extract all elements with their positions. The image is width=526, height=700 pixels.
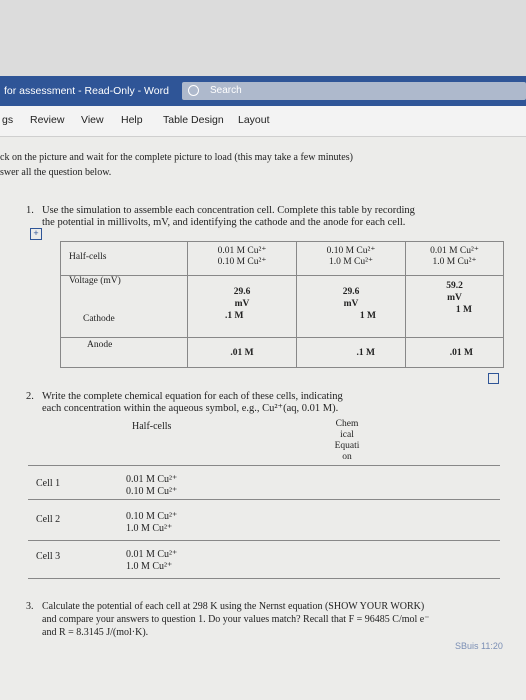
question-3 <box>26 600 521 644</box>
question-3-line-2: and compare your answers to question 1. Do your values match? Recall that F = 96485 C/mol e⁻ <box>42 614 430 625</box>
search-box[interactable] <box>182 82 526 100</box>
question-1-line-1: Use the simulation to assemble each concentration cell. Complete this table by recording <box>42 205 415 216</box>
cell-2-label: Cell 2 <box>36 514 61 525</box>
table-cell[interactable]: 59.2 mV 1 M <box>406 276 504 338</box>
table-row-anode <box>61 338 504 368</box>
cell-3-label: Cell 3 <box>36 551 61 562</box>
table-row-halfcells <box>61 242 504 276</box>
table-cell[interactable]: 0.01 M Cu²⁺ 0.10 M Cu²⁺ <box>188 242 297 276</box>
window-title: for assessment - Read-Only - Word <box>4 85 169 97</box>
question-1 <box>26 204 516 232</box>
concentration-cell-table <box>60 241 504 368</box>
cell-3-halfcells[interactable]: 0.01 M Cu²⁺ 1.0 M Cu²⁺ <box>126 549 178 572</box>
table-row-voltage <box>61 276 504 338</box>
camera-background-top <box>0 0 526 76</box>
question-3-line-1: Calculate the potential of each cell at 298 K using the Nernst equation (SHOW YOUR WORK) <box>42 601 425 612</box>
tab-partial[interactable]: gs <box>2 114 14 126</box>
ribbon-tabs <box>0 106 526 137</box>
table-cell[interactable]: 0.10 M Cu²⁺ 1.0 M Cu²⁺ <box>297 242 406 276</box>
q2-header-halfcells: Half-cells <box>132 421 172 432</box>
tab-help[interactable]: Help <box>121 114 143 126</box>
question-2 <box>26 390 516 418</box>
table-cell[interactable]: 29.6 mV .1 M <box>188 276 297 338</box>
table-move-handle[interactable]: + <box>30 228 42 240</box>
word-title-bar <box>0 76 526 106</box>
instruction-line-1: ck on the picture and wait for the complete picture to load (this may take a few minutes) <box>0 152 353 163</box>
row-label-anode: Anode <box>61 338 188 368</box>
question-2-line-1: Write the complete chemical equation for each of these cells, indicating <box>42 391 343 402</box>
tab-layout[interactable]: Layout <box>238 114 270 126</box>
search-icon <box>188 85 199 96</box>
question-1-line-2: the potential in millivolts, mV, and identifying the cathode and the anode for each cell. <box>42 217 406 228</box>
tab-review[interactable]: Review <box>30 114 65 126</box>
table-cell[interactable]: .1 M <box>297 338 406 368</box>
row-label-voltage: Voltage (mV) Cathode <box>61 276 188 338</box>
table-cell[interactable]: 29.6 mV 1 M <box>297 276 406 338</box>
cell-1-halfcells[interactable]: 0.01 M Cu²⁺ 0.10 M Cu²⁺ <box>126 474 178 497</box>
tab-table-design[interactable]: Table Design <box>163 114 224 126</box>
table-rule <box>28 540 500 541</box>
table-rule <box>28 499 500 500</box>
question-3-line-3: and R = 8.3145 J/(mol·K). <box>42 627 149 638</box>
cell-2-halfcells[interactable]: 0.10 M Cu²⁺ 1.0 M Cu²⁺ <box>126 511 178 534</box>
row-label-cathode: Cathode <box>83 314 115 324</box>
table-cell[interactable]: .01 M <box>188 338 297 368</box>
question-1-number: 1. <box>26 205 34 216</box>
instruction-line-2: swer all the question below. <box>0 167 112 178</box>
row-label-halfcells: Half-cells <box>61 242 188 276</box>
search-label: Search <box>210 85 242 96</box>
table-resize-handle[interactable] <box>488 373 499 384</box>
tab-view[interactable]: View <box>81 114 104 126</box>
footer-mark: SBuis 11:20 <box>455 641 503 651</box>
question-2-number: 2. <box>26 391 34 402</box>
question-2-line-2: each concentration within the aqueous symbol, e.g., Cu²⁺(aq, 0.01 M). <box>42 403 339 414</box>
question-3-number: 3. <box>26 601 34 612</box>
table-cell[interactable]: .01 M <box>406 338 504 368</box>
table-rule <box>28 578 500 579</box>
q2-header-chemical-equation: Chem ical Equati on <box>334 419 360 462</box>
table-rule <box>28 465 500 466</box>
cell-1-label: Cell 1 <box>36 478 61 489</box>
table-cell[interactable]: 0.01 M Cu²⁺ 1.0 M Cu²⁺ <box>406 242 504 276</box>
